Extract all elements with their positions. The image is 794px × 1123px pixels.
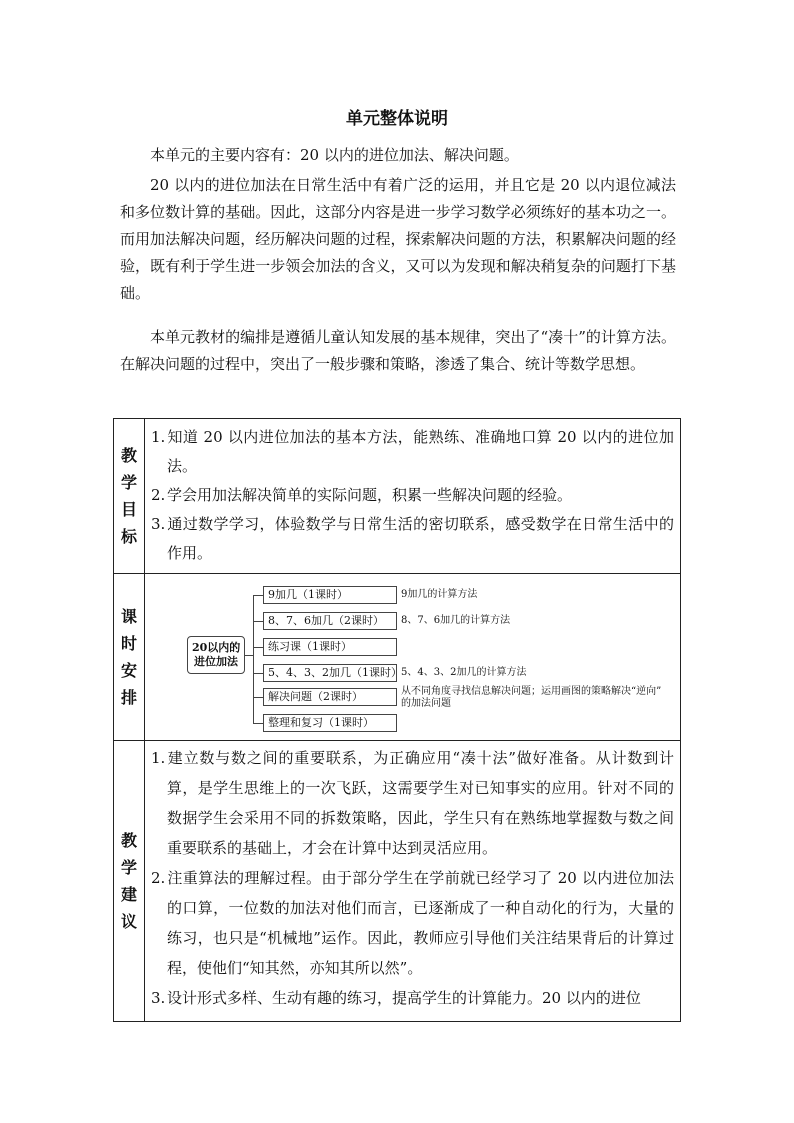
branch-desc: 从不同角度寻找信息解决问题；运用画图的策略解决“逆向” 的加法问题 [401,686,662,709]
goals-content [145,419,681,574]
branch-box: 练习课（1课时） [263,638,397,656]
list-item: 3. 通过数学学习，体验数学与日常生活的密切联系，感受数学在日常生活中的作用。 [151,515,674,562]
list-item: 1. 知道 20 以内进位加法的基本方法，能熟练、准确地口算 20 以内的进位加法。 [151,428,674,475]
schedule-content [145,574,681,741]
intro-paragraph-3: 本单元教材的编排是遵循儿童认知发展的基本规律，突出了“凑十”的计算方法。在解决问题的过程中，突出了一般步骤和策略，渗透了集合、统计等数学思想。 [120,328,676,373]
page-title: 单元整体说明 [346,109,448,129]
branch-box: 8、7、6加几（2课时） [263,612,397,630]
schedule-diagram [145,574,680,738]
list-item: 3. 设计形式多样、生动有趣的练习，提高学生的计算能力。20 以内的进位 [151,989,641,1007]
suggestions-list [145,741,680,1013]
diagram-root: 20以内的 进位加法 [187,636,245,674]
intro-paragraph-2: 20 以内的进位加法在日常生活中有着广泛的运用，并且它是 20 以内退位减法和多位数计算的基础。因此，这部分内容是进一步学习数学必须练好的基本功之一。而用加法解决问题，经历解决问题的过程，探索解决问题的方法，积累解决问题的经验，既有利于学生进一步领会加法的含义，又可以为发现和解决稍复杂的问题打下基础。 [120,176,676,302]
suggestions-row [114,741,681,1022]
list-item: 2. 学会用加法解决简单的实际问题，积累一些解决问题的经验。 [151,486,573,504]
branch-box: 9加几（1课时） [263,586,397,604]
intro-paragraph-1: 本单元的主要内容有：20 以内的进位加法、解决问题。 [150,146,519,164]
connector [253,595,254,723]
branch-box: 整理和复习（1课时） [263,714,397,732]
unit-table [113,418,681,1022]
connector [245,655,253,656]
suggestions-header: 教 学 建 议 [114,741,145,1022]
branch-desc: 8、7、6加几的计算方法 [401,615,511,626]
list-item: 1. 建立数与数之间的重要联系，为正确应用“凑十法”做好准备。从计数到计算，是学生思维上的一次飞跃，这需要学生对已知事实的应用。针对不同的数据学生会采用不同的拆数策略，因此，学生只有在熟练地掌握数与数之间重要联系的基础上，才会在计算中达到灵活应用。 [151,749,674,857]
branch-desc: 5、4、3、2加几的计算方法 [401,667,527,678]
branch-desc: 9加几的计算方法 [401,589,478,600]
list-item: 2. 注重算法的理解过程。由于部分学生在学前就已经学习了 20 以内进位加法的口算，一位数的加法对他们而言，已逐渐成了一种自动化的行为，大量的练习，也只是“机械地”运作。因此，教师应引导他们关注结果背后的计算过程，使他们“知其然，亦知其所以然”。 [151,869,674,977]
goals-list [145,419,680,568]
branch-box: 解决问题（2课时） [263,688,397,706]
suggestions-content [145,741,681,1022]
schedule-row [114,574,681,741]
schedule-header: 课 时 安 排 [114,574,145,741]
goals-header: 教 学 目 标 [114,419,145,574]
goals-row [114,419,681,574]
branch-box: 5、4、3、2加几（1课时） [263,664,397,682]
